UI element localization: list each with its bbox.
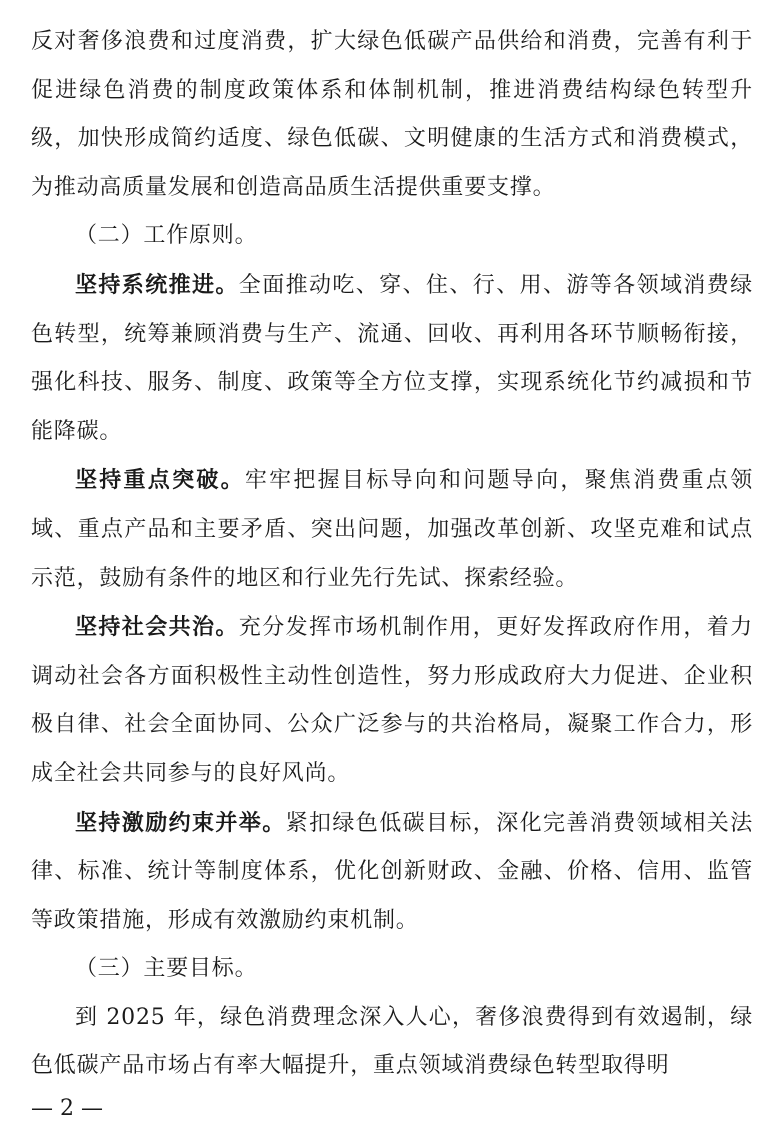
principle-paragraph bbox=[31, 261, 753, 456]
section-heading-principles: （二）工作原则。 bbox=[75, 223, 258, 249]
document-body bbox=[31, 18, 753, 1091]
principle-text: 紧扣绿色低碳目标，深化完善消费领域相关法律、标准、统计等制度体系，优化创新财政、金融、价格、信用、监管等政策措施，形成有效激励约束机制。 bbox=[31, 810, 753, 933]
principle-paragraph bbox=[31, 456, 753, 603]
page-number: — 2 — bbox=[31, 1096, 103, 1121]
principle-text: 全面推动吃、穿、住、行、用、游等各领域消费绿色转型，统筹兼顾消费与生产、流通、回收、再利用各环节顺畅衔接，强化科技、服务、制度、政策等全方位支撑，实现系统化节约减损和节能降碳。 bbox=[31, 272, 753, 444]
principle-lead: 坚持系统推进。 bbox=[75, 271, 239, 298]
principle-text: 充分发挥市场机制作用，更好发挥政府作用，着力调动社会各方面积极性主动性创造性，努力形成政府大力促进、企业积极自律、社会全面协同、公众广泛参与的共治格局，凝聚工作合力，形成全社会共同参与的良好风尚。 bbox=[31, 615, 753, 786]
section-heading-goals: （三）主要目标。 bbox=[75, 956, 258, 982]
principle-lead: 坚持重点突破。 bbox=[75, 467, 245, 494]
principle-text: 牢牢把握目标导向和问题导向，聚焦消费重点领域、重点产品和主要矛盾、突出问题，加强改革创新、攻坚克难和试点示范，鼓励有条件的地区和行业先行先试、探索经验。 bbox=[31, 468, 753, 591]
paragraph-continuation: 反对奢侈浪费和过度消费，扩大绿色低碳产品供给和消费，完善有利于促进绿色消费的制度政策体系和体制机制，推进消费结构绿色转型升级，加快形成简约适度、绿色低碳、文明健康的生活方式和消费模式，为推动高质量发展和创造高品质生活提供重要支撑。 bbox=[31, 29, 753, 200]
principle-paragraph bbox=[31, 603, 753, 798]
principle-paragraph bbox=[31, 799, 753, 946]
body-paragraph: 到 2025 年，绿色消费理念深入人心，奢侈浪费得到有效遏制，绿色低碳产品市场占有率大幅提升，重点领域消费绿色转型取得明 bbox=[31, 1004, 753, 1079]
principle-lead: 坚持社会共治。 bbox=[75, 614, 239, 641]
principle-lead: 坚持激励约束并举。 bbox=[75, 809, 286, 836]
